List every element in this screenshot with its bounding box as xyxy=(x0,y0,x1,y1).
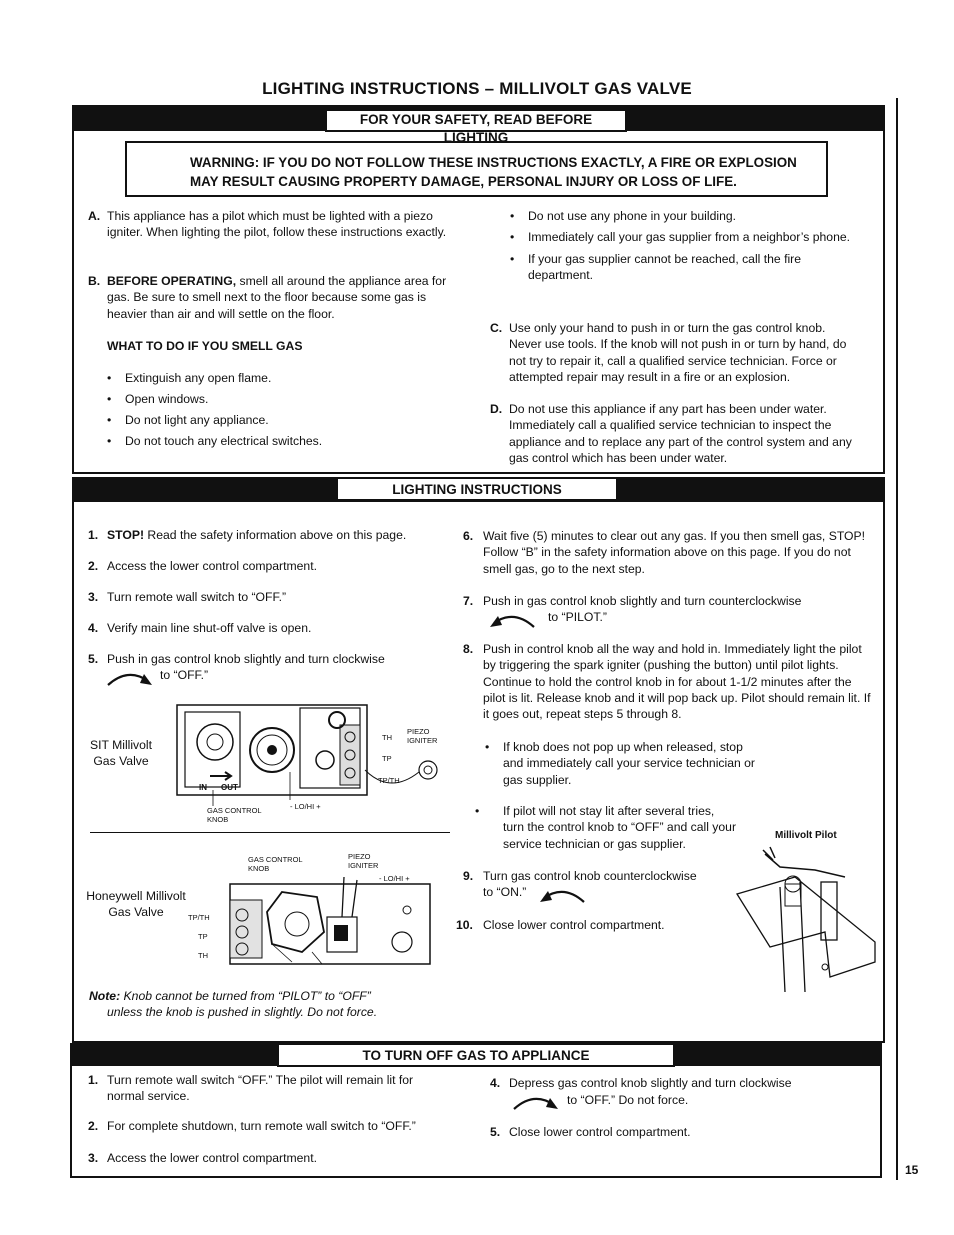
item-c-text: Use only your hand to push in or turn the gas control knob. Never use tools. If the knob will not push in or turn by hand, do not try to repair it, call a qualified service technician. Force or attempted repair may result in a fire or an explosion. xyxy=(509,321,847,384)
off-step-1-text: Turn remote wall switch “OFF.” The pilot will remain lit for normal service. xyxy=(107,1073,414,1104)
clockwise-arrow-icon xyxy=(510,1089,562,1113)
warning-line-1: WARNING: IF YOU DO NOT FOLLOW THESE INSTRUCTIONS EXACTLY, A FIRE OR EXPLOSION xyxy=(190,155,797,170)
step-7-text-2: to “PILOT.” xyxy=(548,610,607,624)
note-text-2: unless the knob is pushed in slightly. Do not force. xyxy=(107,1005,378,1020)
hw-tp-label: TP xyxy=(198,932,208,941)
warning-text xyxy=(190,153,797,191)
step-8-bullet-1: • If knob does not pop up when released, stop and immediately call your service technician or gas supplier. xyxy=(485,740,755,787)
page-margin-rule xyxy=(896,98,898,1180)
step-6-num: 6. xyxy=(463,529,474,543)
off-step-5-num: 5. xyxy=(490,1125,501,1139)
lighting-header: LIGHTING INSTRUCTIONS xyxy=(336,477,618,501)
sit-in-label: IN xyxy=(199,783,207,792)
off-step-4-text: Depress gas control knob slightly and turn clockwise xyxy=(509,1076,792,1090)
sit-tp-label: TP xyxy=(382,754,392,763)
hw-lohi-label: - LO/HI + xyxy=(379,874,410,883)
step-8-num: 8. xyxy=(463,642,474,656)
step-1-body: Read the safety information above on this page. xyxy=(144,528,407,542)
list-item: • If your gas supplier cannot be reached, call the fire department. xyxy=(510,251,802,282)
counterclockwise-arrow-icon xyxy=(486,607,538,631)
item-d-label: D. xyxy=(490,402,503,416)
sit-tpth-label: TP/TH xyxy=(378,776,400,785)
off-step-3-num: 3. xyxy=(88,1151,99,1165)
step-9-num: 9. xyxy=(463,869,474,883)
page-title: LIGHTING INSTRUCTIONS – MILLIVOLT GAS VALVE xyxy=(262,79,692,98)
item-d-text: Do not use this appliance if any part has been under water. Immediately call a qualified service technician to inspect the appliance and to replace any part of the control system and any gas control which has been under water. xyxy=(509,402,852,465)
counterclockwise-arrow-icon xyxy=(536,882,588,906)
warning-line-2: MAY RESULT CAUSING PROPERTY DAMAGE, PERSONAL INJURY OR LOSS OF LIFE. xyxy=(190,174,737,189)
item-b-text xyxy=(107,273,457,322)
millivolt-pilot-diagram xyxy=(735,842,880,992)
sit-piezo-label: PIEZO IGNITER xyxy=(407,727,438,745)
step-3-text: Turn remote wall switch to “OFF.” xyxy=(107,590,287,604)
phone-list xyxy=(510,208,865,283)
step-2-num: 2. xyxy=(88,559,99,573)
turnoff-header: TO TURN OFF GAS TO APPLIANCE xyxy=(277,1043,675,1067)
off-step-2-num: 2. xyxy=(88,1119,99,1133)
stop-label: STOP! xyxy=(107,528,145,542)
step-4-num: 4. xyxy=(88,621,99,635)
step-9-text: Turn gas control knob counterclockwise xyxy=(483,869,697,883)
off-step-4-text-2: to “OFF.” Do not force. xyxy=(567,1093,689,1107)
sit-lohi-label: - LO/HI + xyxy=(290,802,321,811)
hw-knob-label: GAS CONTROL KNOB xyxy=(248,855,303,873)
diagram-divider xyxy=(90,832,450,833)
sit-th-label: TH xyxy=(382,733,392,742)
off-step-4-num: 4. xyxy=(490,1076,501,1090)
step-10-text: Close lower control compartment. xyxy=(483,918,665,932)
page-number: 15 xyxy=(905,1163,919,1177)
sit-out-label: OUT xyxy=(221,783,238,792)
pilot-label: Millivolt Pilot xyxy=(775,830,837,841)
hw-tpth-label: TP/TH xyxy=(188,913,210,922)
step-5-text-2: to “OFF.” xyxy=(160,668,209,682)
step-8-bullet-2: • If pilot will not stay lit after several tries, turn the control knob to “OFF” and call your service technician or gas supplier. xyxy=(475,804,737,851)
step-1-text xyxy=(107,527,406,543)
sit-knob-label: GAS CONTROL KNOB xyxy=(207,806,262,824)
off-step-3-text: Access the lower control compartment. xyxy=(107,1151,317,1165)
step-6-text: Wait five (5) minutes to clear out any gas. If you then smell gas, STOP! Follow “B” in the safety information above on this page. If you do not smell gas, go to the next step. xyxy=(483,529,866,576)
step-2-text: Access the lower control compartment. xyxy=(107,559,317,573)
step-7-text: Push in gas control knob slightly and turn counterclockwise xyxy=(483,594,802,608)
item-b-body: smell all around the appliance area for gas. Be sure to smell next to the floor because some gas is heavier than air and will settle on the floor. xyxy=(107,274,447,321)
step-5-text: Push in gas control knob slightly and turn clockwise xyxy=(107,652,385,666)
step-8-text: Push in control knob all the way and hold in. Immediately light the pilot by triggering the spark igniter (pushing the button) until pilot lights. Continue to hold the control knob in for about 1-1/2 minutes after the pilot is lit. Release knob and it will pop back up. Pilot should remain lit. If it goes out, repeat steps 5 through 8. xyxy=(483,642,871,722)
step-5-num: 5. xyxy=(88,652,99,666)
sit-valve-label: SIT Millivolt Gas Valve xyxy=(89,738,153,769)
note xyxy=(89,988,377,1021)
item-c-label: C. xyxy=(490,321,503,335)
item-a-label: A. xyxy=(88,209,101,223)
off-step-2-text: For complete shutdown, turn remote wall switch to “OFF.” xyxy=(107,1119,416,1133)
step-4-text: Verify main line shut-off valve is open. xyxy=(107,621,312,635)
step-10-num: 10. xyxy=(456,918,473,932)
item-a-text: This appliance has a pilot which must be lighted with a piezo igniter. When lighting the pilot, follow these instructions exactly. xyxy=(107,209,447,240)
before-operating: BEFORE OPERATING, xyxy=(107,274,237,288)
step-9-text-2: to “ON.” xyxy=(483,885,527,899)
step-3-num: 3. xyxy=(88,590,99,604)
step-1-num: 1. xyxy=(88,528,99,542)
note-label: Note: xyxy=(89,989,121,1003)
honeywell-valve-label: Honeywell Millivolt Gas Valve xyxy=(86,889,186,920)
off-step-1-num: 1. xyxy=(88,1073,99,1087)
hw-th-label: TH xyxy=(198,951,208,960)
item-b-label: B. xyxy=(88,274,101,288)
smell-heading: WHAT TO DO IF YOU SMELL GAS xyxy=(107,339,303,353)
off-step-5-text: Close lower control compartment. xyxy=(509,1125,691,1139)
clockwise-arrow-icon xyxy=(104,665,156,689)
note-text: Knob cannot be turned from “PILOT” to “OFF” xyxy=(120,989,371,1003)
step-7-num: 7. xyxy=(463,594,474,608)
safety-header: FOR YOUR SAFETY, READ BEFORE LIGHTING xyxy=(325,109,627,132)
list-item: • Immediately call your gas supplier from a neighbor’s phone. xyxy=(510,230,851,245)
honeywell-valve-diagram xyxy=(212,872,437,967)
hw-piezo-label: PIEZO IGNITER xyxy=(348,852,379,870)
list-item: • Do not use any phone in your building. xyxy=(510,209,737,223)
